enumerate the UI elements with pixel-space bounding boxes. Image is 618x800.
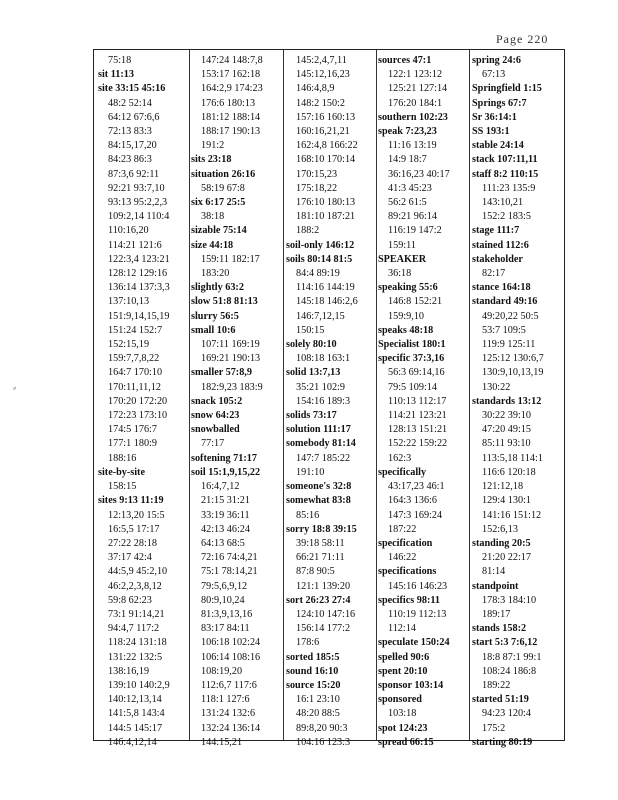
index-headword: site 33:15 45:16 [98,83,166,95]
index-headword: soils 80:14 81:5 [286,253,353,265]
index-reference: 48:20 88:5 [296,708,340,720]
index-reference: 109:2,14 110:4 [108,211,170,223]
index-reference: 154:16 189:3 [296,395,351,407]
index-reference: 89:21 96:14 [388,211,437,223]
index-reference: 11:16 13:19 [388,140,437,152]
index-reference: 148:2 150:2 [296,97,345,109]
index-reference: 139:10 140:2,9 [108,679,170,691]
index-reference: 81:14 [482,566,506,578]
index-headword: solution 111:17 [286,424,351,436]
index-reference: 147:3 169:24 [388,509,443,521]
index-reference: 37:17 42:4 [108,552,152,564]
index-headword: specification [378,537,433,549]
index-headword: speculate 150:24 [378,637,450,649]
index-headword: Springs 67:7 [472,97,527,109]
index-reference: 176:10 180:13 [296,197,356,209]
index-reference: 84:15,17,20 [108,140,157,152]
index-reference: 141:16 151:12 [482,509,542,521]
index-reference: 176:6 180:13 [201,97,256,109]
index-reference: 156:14 177:2 [296,623,351,635]
index-headword: sponsored [378,694,422,706]
index-reference: 87:8 90:5 [296,566,335,578]
index-reference: 113:5,18 114:1 [482,452,543,464]
index-reference: 130:9,10,13,19 [482,367,544,379]
index-reference: 59:8 62:23 [108,594,152,606]
index-reference: 79:5,6,9,12 [201,580,248,592]
index-reference: 82:17 [482,268,506,280]
index-reference: 189:17 [482,608,511,620]
index-reference: 170:11,11,12 [108,381,162,393]
index-headword: snack 105:2 [191,395,243,407]
index-reference: 108:18 163:1 [296,353,351,365]
index-reference: 114:21 123:21 [388,410,447,422]
index-headword: sound 16:10 [286,665,339,677]
index-headword: stained 112:6 [472,239,529,251]
index-reference: 112:6,7 117:6 [201,679,257,691]
index-reference: 152:22 159:22 [388,438,448,450]
index-reference: 172:23 173:10 [108,410,168,422]
index-reference: 104:16 123:3 [296,736,351,748]
index-headword: sizable 75:14 [191,225,247,237]
index-headword: spot 124:23 [378,722,428,734]
index-headword: stable 24:14 [472,140,524,152]
index-reference: 147:7 185:22 [296,452,351,464]
index-reference: 191:2 [201,140,225,152]
index-reference: 164:3 136:6 [388,495,437,507]
index-headword: somebody 81:14 [286,438,356,450]
index-reference: 159:11 182:17 [201,253,260,265]
index-reference: 152:2 183:5 [482,211,531,223]
index-reference: 48:2 52:14 [108,97,152,109]
index-reference: 114:16 144:19 [296,282,355,294]
index-reference: 169:21 190:13 [201,353,261,365]
index-reference: 181:10 187:21 [296,211,356,223]
index-reference: 75:1 78:14,21 [201,566,258,578]
index-headword: somewhat 83:8 [286,495,351,507]
index-headword: slurry 56:5 [191,310,239,322]
index-reference: 178:3 184:10 [482,594,537,606]
index-reference: 39:18 58:11 [296,537,345,549]
index-headword: sorry 18:8 39:15 [286,523,357,535]
index-reference: 178:6 [296,637,320,649]
index-column-5 [472,54,562,748]
index-reference: 107:11 169:19 [201,339,260,351]
index-reference: 160:16,21,21 [296,126,350,138]
index-reference: 146:8 152:21 [388,296,443,308]
index-reference: 67:13 [482,69,506,81]
index-reference: 89:8,20 90:3 [296,722,348,734]
index-reference: 136:14 137:3,3 [108,282,170,294]
index-reference: 106:14 108:16 [201,651,261,663]
index-reference: 145:18 146:2,6 [296,296,358,308]
index-reference: 168:10 170:14 [296,154,356,166]
index-reference: 56:3 69:14,16 [388,367,445,379]
index-reference: 38:18 [201,211,225,223]
index-headword: softening 71:17 [191,452,257,464]
index-reference: 14:9 18:7 [388,154,427,166]
index-reference: 146:22 [388,552,417,564]
index-reference: 80:9,10,24 [201,594,245,606]
index-reference: 175:18,22 [296,182,338,194]
index-reference: 138:16,19 [108,665,150,677]
index-headword: standard 49:16 [472,296,538,308]
index-column-4 [378,54,466,748]
index-reference: 187:22 [388,523,417,535]
index-headword: SPEAKER [378,253,427,265]
index-reference: 75:18 [108,55,132,66]
index-reference: 152:15,19 [108,339,150,351]
index-headword: standards 13:12 [472,395,542,407]
index-reference: 46:2,2,3,8,12 [108,580,162,592]
index-reference: 188:2 [296,225,320,237]
index-reference: 36:16,23 40:17 [388,168,450,180]
index-reference: 122:3,4 123:21 [108,253,170,265]
index-reference: 110:19 112:13 [388,608,447,620]
column-divider [283,50,284,740]
index-reference: 150:15 [296,324,325,336]
index-reference: 146:4,8,9 [296,83,335,95]
index-headword: standpoint [472,580,519,592]
index-reference: 164:2,9 174:23 [201,83,263,95]
index-reference: 16:4,7,12 [201,481,240,493]
index-reference: 84:23 86:3 [108,154,152,166]
index-reference: 42:13 46:24 [201,523,250,535]
index-headword: solely 80:10 [286,339,337,351]
index-reference: 164:7 170:10 [108,367,163,379]
column-divider [189,50,190,740]
index-reference: 33:19 36:11 [201,509,250,521]
index-reference: 151:24 152:7 [108,324,163,336]
index-reference: 143:10,21 [482,197,524,209]
index-reference: 21:15 31:21 [201,495,250,507]
index-reference: 144:5 145:17 [108,722,163,734]
index-reference: 36:18 [388,268,412,280]
index-reference: 132:24 136:14 [201,722,261,734]
column-divider [469,50,470,740]
index-reference: 83:17 84:11 [201,623,250,635]
index-headword: southern 102:23 [378,111,448,123]
index-reference: 21:20 22:17 [482,552,531,564]
index-headword: speaks 48:18 [378,324,434,336]
index-reference: 152:6,13 [482,523,518,535]
index-reference: 151:9,14,15,19 [108,310,170,322]
index-reference: 146:7,12,15 [296,310,345,322]
index-reference: 145:16 146:23 [388,580,448,592]
index-reference: 35:21 102:9 [296,381,345,393]
index-reference: 128:12 129:16 [108,268,168,280]
index-reference: 94:23 120:4 [482,708,531,720]
index-headword: staff 8:2 110:15 [472,168,539,180]
index-reference: 125:21 127:14 [388,83,448,95]
index-headword: SS 193:1 [472,126,510,138]
index-reference: 93:13 95:2,2,3 [108,197,168,209]
index-reference: 162:3 [388,452,412,464]
index-reference: 128:13 151:21 [388,424,448,436]
index-reference: 145:12,16,23 [296,69,350,81]
index-reference: 77:17 [201,438,225,450]
index-reference: 64:13 68:5 [201,537,245,549]
index-reference: 153:17 162:18 [201,69,261,81]
index-reference: 41:3 45:23 [388,182,432,194]
index-reference: 92:21 93:7,10 [108,182,165,194]
index-reference: 129:4 130:1 [482,495,531,507]
index-reference: 162:4,8 166:22 [296,140,358,152]
index-reference: 85:16 [296,509,320,521]
column-divider [376,50,377,740]
index-reference: 182:9,23 183:9 [201,381,263,393]
index-headword: spelled 90:6 [378,651,430,663]
index-headword: source 15:20 [286,679,341,691]
index-headword: specifications [378,566,437,578]
index-reference: 73:1 91:14,21 [108,608,165,620]
index-reference: 116:6 120:18 [482,466,536,478]
index-headword: small 10:6 [191,324,236,336]
index-reference: 119:9 125:11 [482,339,536,351]
index-reference: 181:12 188:14 [201,111,261,123]
index-column-1 [98,54,187,748]
index-reference: 131:22 132:5 [108,651,163,663]
index-reference: 108:24 186:8 [482,665,537,677]
index-reference: 170:15,23 [296,168,338,180]
index-reference: 159:11 [388,239,416,251]
index-headword: spread 66:15 [378,736,434,748]
index-reference: 43:17,23 46:1 [388,481,445,493]
index-headword: smaller 57:8,9 [191,367,252,379]
index-headword: sources 47:1 [378,55,432,66]
index-reference: 158:15 [108,481,137,493]
index-reference: 12:13,20 15:5 [108,509,165,521]
index-reference: 16:1 23:10 [296,694,340,706]
index-headword: standing 20:5 [472,537,531,549]
index-reference: 103:18 [388,708,417,720]
index-reference: 137:10,13 [108,296,150,308]
index-headword: situation 26:16 [191,168,256,180]
index-reference: 121:12,18 [482,481,524,493]
page-number: Page 220 [496,32,549,46]
index-reference: 146:4,12,14 [108,736,157,748]
index-headword: start 5:3 7:6,12 [472,637,538,649]
index-headword: soil 15:1,9,15,22 [191,466,261,478]
index-reference: 183:20 [201,268,230,280]
index-reference: 72:13 83:3 [108,126,152,138]
index-reference: 56:2 61:5 [388,197,427,209]
index-headword: sort 26:23 27:4 [286,594,351,606]
index-reference: 112:14 [388,623,416,635]
index-headword: stakeholder [472,253,523,265]
index-reference: 49:20,22 50:5 [482,310,539,322]
index-reference: 124:10 147:16 [296,608,356,620]
index-column-2 [191,54,281,748]
index-reference: 110:16,20 [108,225,149,237]
index-reference: 188:16 [108,452,137,464]
index-reference: 118:24 131:18 [108,637,167,649]
index-headword: snowballed [191,424,240,436]
index-reference: 176:20 184:1 [388,97,443,109]
margin-mark: ⸗ [13,383,17,394]
index-reference: 87:3,6 92:11 [108,168,160,180]
index-reference: 141:5,8 143:4 [108,708,165,720]
index-headword: site-by-site [98,466,145,478]
index-headword: six 6:17 25:5 [191,197,246,209]
index-headword: started 51:19 [472,694,529,706]
index-headword: specifically [378,466,427,478]
index-reference: 44:5,9 45:2,10 [108,566,168,578]
index-headword: sponsor 103:14 [378,679,444,691]
index-reference: 177:1 180:9 [108,438,157,450]
index-reference: 131:24 132:6 [201,708,256,720]
index-reference: 147:24 148:7,8 [201,55,263,66]
index-reference: 191:10 [296,466,325,478]
index-headword: slow 51:8 81:13 [191,296,258,308]
index-reference: 170:20 172:20 [108,395,168,407]
index-reference: 121:1 139:20 [296,580,351,592]
index-reference: 175:2 [482,722,506,734]
index-reference: 125:12 130:6,7 [482,353,544,365]
index-reference: 79:5 109:14 [388,381,437,393]
index-reference: 64:12 67:6,6 [108,111,160,123]
index-headword: speaking 55:6 [378,282,438,294]
index-reference: 108:19,20 [201,665,243,677]
index-headword: specifics 98:11 [378,594,440,606]
index-reference: 157:16 160:13 [296,111,356,123]
index-headword: speak 7:23,23 [378,126,437,138]
index-headword: spent 20:10 [378,665,428,677]
index-reference: 94:4,7 117:2 [108,623,160,635]
index-reference: 66:21 71:11 [296,552,345,564]
index-headword: snow 64:23 [191,410,240,422]
index-reference: 81:3,9,13,16 [201,608,253,620]
index-reference: 110:13 112:17 [388,395,447,407]
index-reference: 84:4 89:19 [296,268,340,280]
index-headword: specific 37:3,16 [378,353,445,365]
index-reference: 118:1 127:6 [201,694,250,706]
index-headword: sites 9:13 11:19 [98,495,164,507]
index-headword: sit 11:13 [98,69,134,81]
index-headword: Sr 36:14:1 [472,111,517,123]
index-headword: Springfield 1:15 [472,83,542,95]
index-headword: Specialist 180:1 [378,339,446,351]
index-reference: 72:16 74:4,21 [201,552,258,564]
index-headword: starting 80:19 [472,736,533,748]
index-reference: 130:22 [482,381,511,393]
index-reference: 159:7,7,8,22 [108,353,160,365]
index-headword: solids 73:17 [286,410,337,422]
index-reference: 188:17 190:13 [201,126,261,138]
index-reference: 159:9,10 [388,310,424,322]
index-reference: 16:5,5 17:17 [108,523,160,535]
index-reference: 174:5 176:7 [108,424,157,436]
index-headword: solid 13:7,13 [286,367,341,379]
index-reference: 58:19 67:8 [201,182,245,194]
index-reference: 189:22 [482,679,511,691]
index-reference: 140:12,13,14 [108,694,162,706]
index-reference: 145:2,4,7,11 [296,55,347,66]
index-column-3 [286,54,374,748]
index-reference: 114:21 121:6 [108,239,162,251]
index-headword: stands 158:2 [472,623,527,635]
index-headword: slightly 63:2 [191,282,244,294]
index-headword: stance 164:18 [472,282,531,294]
index-headword: size 44:18 [191,239,234,251]
index-headword: stage 111:7 [472,225,520,237]
index-reference: 47:20 49:15 [482,424,531,436]
index-reference: 53:7 109:5 [482,324,526,336]
index-headword: soil-only 146:12 [286,239,355,251]
index-reference: 85:11 93:10 [482,438,531,450]
index-headword: stack 107:11,11 [472,154,538,166]
index-reference: 122:1 123:12 [388,69,443,81]
index-reference: 27:22 28:18 [108,537,157,549]
index-reference: 18:8 87:1 99:1 [482,651,542,663]
index-reference: 116:19 147:2 [388,225,442,237]
index-headword: someone's 32:8 [286,481,352,493]
index-reference: 106:18 102:24 [201,637,261,649]
index-reference: 30:22 39:10 [482,410,531,422]
index-reference: 144:15,21 [201,736,243,748]
index-headword: sorted 185:5 [286,651,340,663]
index-headword: spring 24:6 [472,55,521,66]
index-reference: 111:23 135:9 [482,182,536,194]
index-headword: sits 23:18 [191,154,232,166]
